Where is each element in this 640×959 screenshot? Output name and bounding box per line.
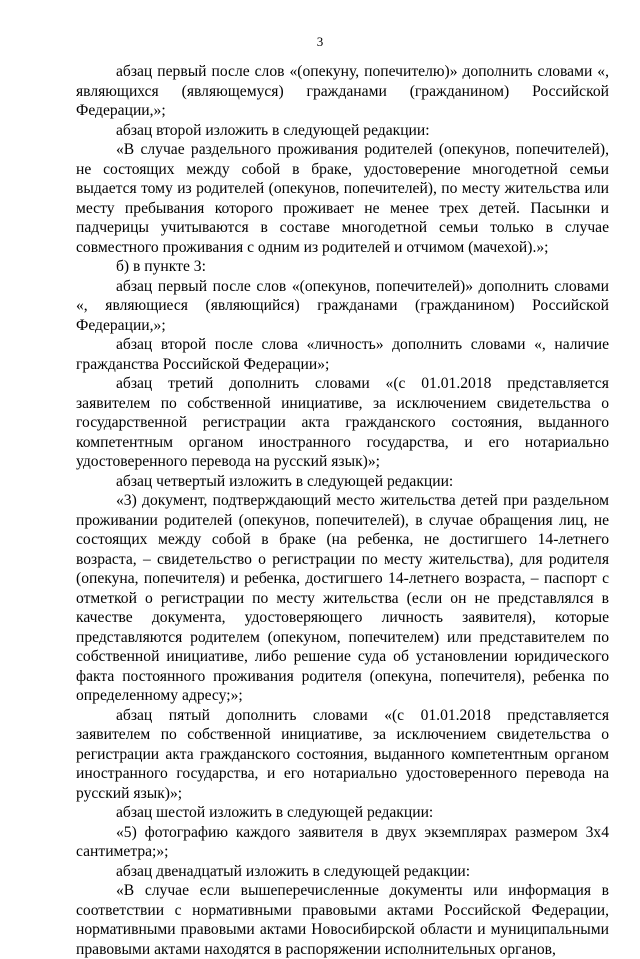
- paragraph-14: «В случае если вышеперечисленные документы или информация в соответствии с нормативными правовыми актами Российской Федерации, нормативными правовыми актами Новосибирской области и муниципальными правовыми актами находятся в распоряжении исполнительных органов,: [76, 882, 609, 958]
- paragraph-3: «В случае раздельного проживания родителей (опекунов, попечителей), не состоящих между собой в браке, удостоверение многодетной семьи выдается тому из родителей (опекунов, попечителей), по месту жительства или месту пребывания которого проживает не менее трех детей. Пасынки и падчерицы учитываются в составе многодетной семьи только в случае совместного проживания с одним из родителей и отчимом (мачехой).»;: [76, 141, 609, 256]
- document-body: [76, 62, 609, 959]
- paragraph-2: абзац второй изложить в следующей редакции:: [116, 121, 430, 139]
- paragraph-7: абзац третий дополнить словами «(с 01.01.2018 представляется заявителем по собственной инициативе, за исключением свидетельства о государственной регистрации акта гражданского состояния, выданного компетентным органом иностранного государства, и его нотариально удостоверенного перевода на русский язык)»;: [76, 375, 609, 470]
- paragraph-10: абзац пятый дополнить словами «(с 01.01.2018 представляется заявителем по собственной инициативе, за исключением свидетельства о регистрации акта гражданского состояния, выданного компетентным органом иностранного государства, и его нотариально удостоверенного перевода на русский язык)»;: [76, 706, 609, 802]
- paragraph-11: абзац шестой изложить в следующей редакции:: [116, 804, 434, 821]
- paragraph-12: «5) фотографию каждого заявителя в двух экземплярах размером 3х4 сантиметра;»;: [76, 823, 609, 860]
- paragraph-9: «3) документ, подтверждающий место жительства детей при раздельном проживании родителей (опекунов, попечителей), в случае обращения лиц, не состоящих между собой в браке (на ребенка, не достигшего 14-летнего возраста, – свидетельство о регистрации по месту жительства), для родителя (опекуна, попечителя) и ребенка, достигшего 14-летнего возраста, – паспорт с отметкой о регистрации по месту жительства (если он не представлялся в качестве документа, удостоверяющего личность заявителя), которые представляются родителем (опекуном, попечителем) или представителем по собственной инициативе, либо решение суда об установлении юридического факта постоянного проживания родителя (опекуна, попечителя), ребенка по определенному адресу;»;: [76, 492, 609, 704]
- paragraph-13: абзац двенадцатый изложить в следующей редакции:: [116, 862, 471, 880]
- paragraph-5: абзац первый после слов «(опекунов, попечителей)» дополнить словами «, являющиеся (являющийся) гражданами (гражданином) Российской Федерации,»;: [76, 277, 609, 334]
- paragraph-8: абзац четвертый изложить в следующей редакции:: [116, 472, 454, 490]
- page-number: 3: [316, 34, 324, 49]
- paragraph-4: б) в пункте 3:: [116, 258, 206, 275]
- paragraph-6: абзац второй после слова «личность» дополнить словами «, наличие гражданства Российской Федерации»;: [76, 336, 609, 373]
- paragraph-1: абзац первый после слов «(опекуну, попечителю)» дополнить словами «, являющихся (являющемуся) гражданами (гражданином) Российской Федерации,»;: [76, 63, 609, 119]
